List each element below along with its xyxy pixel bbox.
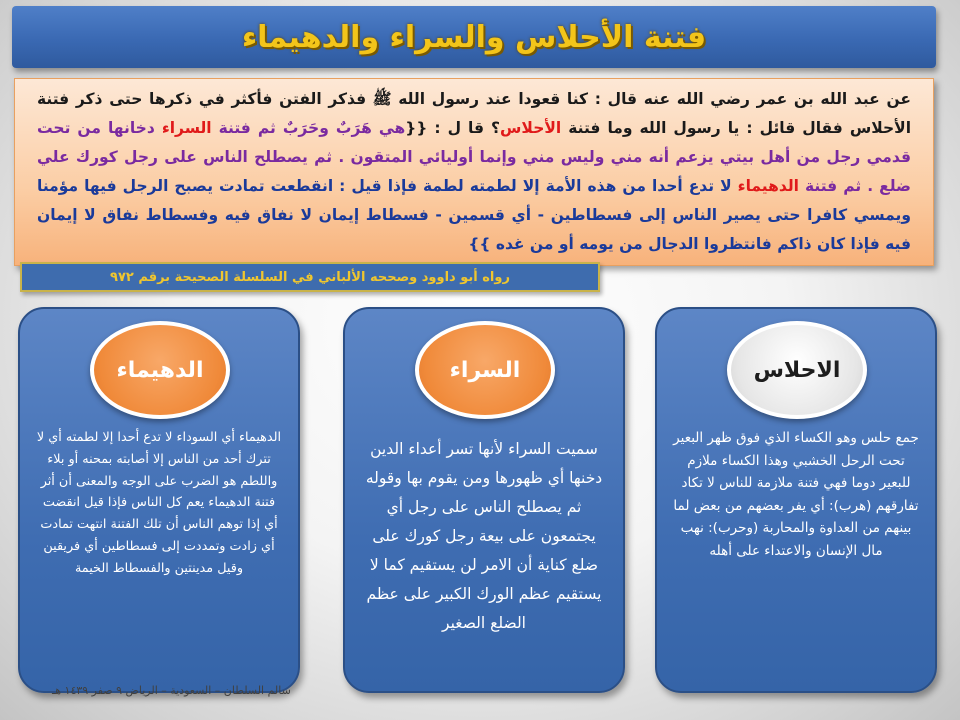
hadith-part-3: دخانها من تحت قدمي رجل من أهل بيتي يزعم أنه مني وليس مني وإنما أوليائي المتقون . ثم يصطلح الناس على رجل كورك علي ضلع . ثم فتنة xyxy=(37,119,912,195)
hadith-box xyxy=(14,78,934,266)
ahlas-title-oval xyxy=(727,321,867,419)
hadith-part-1: عن عبد الله بن عمر رضي الله عنه قال : كنا قعودا عند رسول الله ﷺ فذكر الفتن فأكثر في ذكرها حتى ذكر فتنة الأحلاس فقال قائل : يا رسول الله وما فتنة xyxy=(37,90,912,137)
source-text: رواه أبو داوود وصححه الألباني في السلسلة الصحيحة برقم ٩٧٢ xyxy=(110,269,510,285)
duhaima-body: الدهيماء أي السوداء لا تدع أحدا إلا لطمته أي لا تترك أحد من الناس إلا أصابته بمحنه أو بلاء واللطم هو الضرب على الوجه والمعنى أن أثر فتنة الدهيماء يعم كل الناس فإذا قيل انقضت أي إذا توهم الناس أن تلك الفتنة انتهت تمادت أي زادت وتمددت إلى فسطاطين أي فريقين وقيل مدينتين والفسطاط الخيمة xyxy=(36,430,282,576)
sarra-title-oval xyxy=(415,321,555,419)
hadith-part-4: لا تدع أحدا من هذه الأمة إلا لطمته لطمة فإذا قيل : انقطعت تمادت يصبح الرجل فيها مؤمنا ويمسي كافرا حتى يصير الناس إلى فسطاطين - أي قسمين - فسطاط إيمان لا نفاق فيه وفسطاط نفاق لا إيمان فيه فإذا كان ذاكم فانتظروا الدجال من يومه أو من غده }} xyxy=(37,177,911,253)
footer-credit: سالم السلطان – السعودية – الرياض ٩ صفر ١٤٣٩ هـ xyxy=(52,684,291,697)
card-duhaima xyxy=(18,307,300,693)
source-bar xyxy=(20,262,600,292)
card-sarra xyxy=(343,307,625,693)
hadith-sarra-highlight: السراء xyxy=(161,119,212,137)
slide-title: فتنة الأحلاس والسراء والدهيماء xyxy=(241,19,707,55)
sarra-body: سميت السراء لأنها تسر أعداء الدين دخنها أي ظهورها ومن يقوم بها وقوله ثم يصطلح الناس على رجل أي يجتمعون على بيعة رجل كورك على ضلع كناية أن الامر لن يستقيم كما لا يستقيم عظم الورك الكبير على عظم الضلع الصغير xyxy=(365,440,603,632)
ahlas-body: جمع حلس وهو الكساء الذي فوق ظهر البعير تحت الرحل الخشبي وهذا الكساء ملازم للبعير دوما فهي فتنة ملازمة للناس لا تكاد تفارقهم (هرب): أي يفر بعضهم من بعض لما بينهم من العداوة والمحاربة (وحرب): نهب مال الإنسان والاعتداء على أهله xyxy=(673,430,919,559)
hadith-duhaima-highlight: الدهيماء xyxy=(737,177,799,195)
title-banner xyxy=(12,6,936,68)
card-ahlas xyxy=(655,307,937,693)
hadith-ahlas-highlight: الأحلاس xyxy=(500,119,562,137)
duhaima-title-oval xyxy=(90,321,230,419)
hadith-hiya-highlight: هي هَرَبٌ وحَرَبٌ ثم فتنة xyxy=(211,119,406,137)
hadith-part-2: ؟ قا ل : {{ xyxy=(405,119,501,137)
duhaima-title: الدهيماء xyxy=(116,357,204,383)
hadith-text xyxy=(37,85,911,259)
ahlas-title: الاحلاس xyxy=(753,357,841,383)
sarra-title: السراء xyxy=(449,357,521,383)
